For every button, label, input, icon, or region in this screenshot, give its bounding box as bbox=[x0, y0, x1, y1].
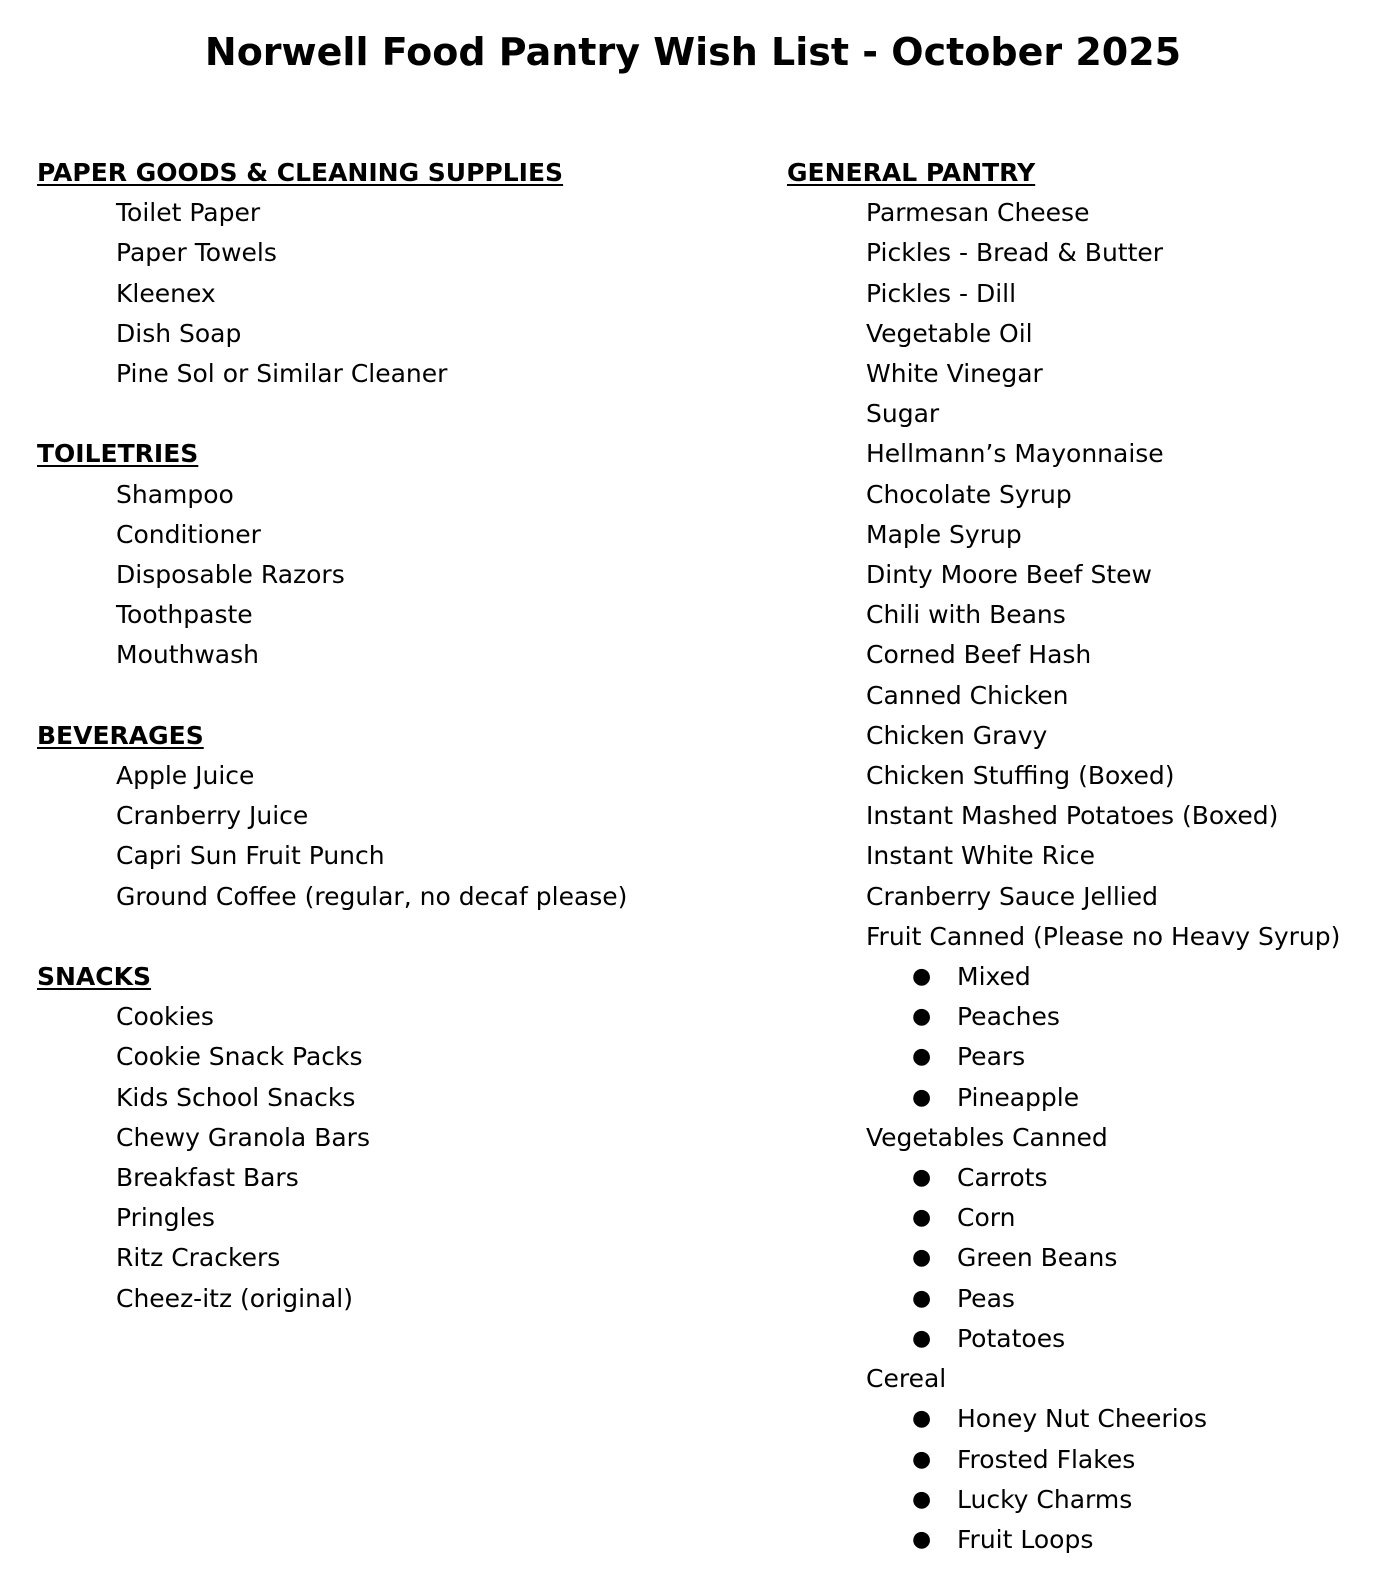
sub-list-item bbox=[787, 1480, 1377, 1520]
list-item: Canned Chicken bbox=[866, 680, 1069, 710]
list-item: Capri Sun Fruit Punch bbox=[116, 841, 385, 871]
bullet-icon: ● bbox=[912, 1406, 932, 1432]
list-item: Toothpaste bbox=[116, 600, 253, 630]
bullet-icon: ● bbox=[912, 1446, 932, 1472]
sub-list-item bbox=[787, 1440, 1377, 1480]
sub-list-item bbox=[787, 1319, 1377, 1359]
list-item: Dish Soap bbox=[116, 318, 242, 348]
bullet-icon: ● bbox=[912, 1084, 932, 1110]
list-item: Instant Mashed Potatoes (Boxed) bbox=[866, 801, 1279, 831]
sub-list-item bbox=[787, 1158, 1377, 1198]
list-item: Kids School Snacks bbox=[116, 1082, 356, 1112]
sub-item-label: Pineapple bbox=[957, 1082, 1080, 1112]
list-item: Cookies bbox=[116, 1002, 214, 1032]
list-item: Chewy Granola Bars bbox=[116, 1122, 370, 1152]
section-snacks bbox=[37, 957, 737, 1319]
list-item: Mouthwash bbox=[116, 640, 259, 670]
bullet-icon: ● bbox=[912, 1004, 932, 1030]
list-item: Ground Coffee (regular, no decaf please) bbox=[116, 881, 628, 911]
list-item: Chicken Gravy bbox=[866, 720, 1048, 750]
sub-list-item bbox=[787, 1037, 1377, 1077]
group-label-fruit: Fruit Canned (Please no Heavy Syrup) bbox=[866, 921, 1341, 951]
list-item: Apple Juice bbox=[116, 761, 255, 791]
sub-list-item bbox=[787, 1078, 1377, 1118]
bullet-icon: ● bbox=[912, 1325, 932, 1351]
list-item: Chocolate Syrup bbox=[866, 479, 1072, 509]
list-item: Parmesan Cheese bbox=[866, 198, 1090, 228]
bullet-icon: ● bbox=[912, 1486, 932, 1512]
sub-item-label: Pears bbox=[957, 1042, 1026, 1072]
bullet-icon: ● bbox=[912, 1526, 932, 1552]
sub-item-label: Green Beans bbox=[957, 1243, 1118, 1273]
section-paper-goods bbox=[37, 153, 737, 394]
group-label-cereal: Cereal bbox=[866, 1364, 947, 1394]
section-toiletries bbox=[37, 434, 737, 675]
bullet-icon: ● bbox=[912, 1205, 932, 1231]
sub-item-label: Honey Nut Cheerios bbox=[957, 1404, 1207, 1434]
list-item: Pickles - Dill bbox=[866, 278, 1017, 308]
list-item: Hellmann’s Mayonnaise bbox=[866, 439, 1164, 469]
section-heading: PAPER GOODS & CLEANING SUPPLIES bbox=[37, 158, 564, 187]
list-item: Corned Beef Hash bbox=[866, 640, 1092, 670]
list-item: Vegetable Oil bbox=[866, 318, 1033, 348]
list-item: Cookie Snack Packs bbox=[116, 1042, 363, 1072]
section-beverages bbox=[37, 716, 737, 917]
bullet-icon: ● bbox=[912, 1285, 932, 1311]
section-heading: SNACKS bbox=[37, 962, 152, 992]
list-item: Ritz Crackers bbox=[116, 1243, 281, 1273]
sub-list-item bbox=[787, 1198, 1377, 1238]
section-heading: TOILETRIES bbox=[37, 439, 199, 469]
sub-item-label: Lucky Charms bbox=[957, 1484, 1133, 1514]
section-spacer bbox=[37, 917, 737, 957]
bullet-icon: ● bbox=[912, 964, 932, 990]
left-column bbox=[37, 153, 737, 1319]
list-item: Cranberry Juice bbox=[116, 801, 309, 831]
sub-list-item bbox=[787, 1238, 1377, 1278]
list-item: Disposable Razors bbox=[116, 560, 345, 590]
section-spacer bbox=[37, 394, 737, 434]
sub-item-label: Corn bbox=[957, 1203, 1016, 1233]
list-item: Paper Towels bbox=[116, 238, 277, 268]
group-label-vegetables: Vegetables Canned bbox=[866, 1122, 1108, 1152]
list-item: Shampoo bbox=[116, 479, 234, 509]
list-item: Instant White Rice bbox=[866, 841, 1096, 871]
list-item: Chicken Stuffing (Boxed) bbox=[866, 761, 1175, 791]
sub-item-label: Peaches bbox=[957, 1002, 1060, 1032]
list-item: Dinty Moore Beef Stew bbox=[866, 560, 1152, 590]
sub-list-item bbox=[787, 1279, 1377, 1319]
section-heading: GENERAL PANTRY bbox=[787, 158, 1036, 187]
list-item: Toilet Paper bbox=[116, 198, 261, 228]
sub-item-label: Carrots bbox=[957, 1163, 1048, 1193]
sub-item-label: Frosted Flakes bbox=[957, 1444, 1136, 1474]
list-item: Kleenex bbox=[116, 278, 216, 308]
bullet-icon: ● bbox=[912, 1245, 932, 1271]
list-item: Cheez-itz (original) bbox=[116, 1283, 353, 1313]
sub-list-item bbox=[787, 997, 1377, 1037]
sub-list-item bbox=[787, 957, 1377, 997]
list-item: Pickles - Bread & Butter bbox=[866, 238, 1164, 268]
sub-item-label: Potatoes bbox=[957, 1323, 1066, 1353]
list-item: Cranberry Sauce Jellied bbox=[866, 881, 1158, 911]
section-heading: BEVERAGES bbox=[37, 720, 204, 750]
sub-list-item bbox=[787, 1520, 1377, 1560]
sub-item-label: Peas bbox=[957, 1283, 1015, 1313]
list-item: White Vinegar bbox=[866, 359, 1043, 389]
section-spacer bbox=[37, 676, 737, 716]
list-item: Pringles bbox=[116, 1203, 215, 1233]
sub-list-item bbox=[787, 1399, 1377, 1439]
right-column bbox=[787, 153, 1377, 1560]
sub-item-label: Fruit Loops bbox=[957, 1524, 1094, 1554]
list-item: Chili with Beans bbox=[866, 600, 1066, 630]
list-item: Sugar bbox=[866, 399, 940, 429]
list-item: Maple Syrup bbox=[866, 519, 1022, 549]
bullet-icon: ● bbox=[912, 1165, 932, 1191]
bullet-icon: ● bbox=[912, 1044, 932, 1070]
page-title: Norwell Food Pantry Wish List - October 2025 bbox=[204, 30, 1182, 74]
sub-item-label: Mixed bbox=[957, 962, 1031, 992]
list-item: Pine Sol or Similar Cleaner bbox=[116, 359, 448, 389]
list-item: Conditioner bbox=[116, 519, 261, 549]
list-item: Breakfast Bars bbox=[116, 1163, 299, 1193]
